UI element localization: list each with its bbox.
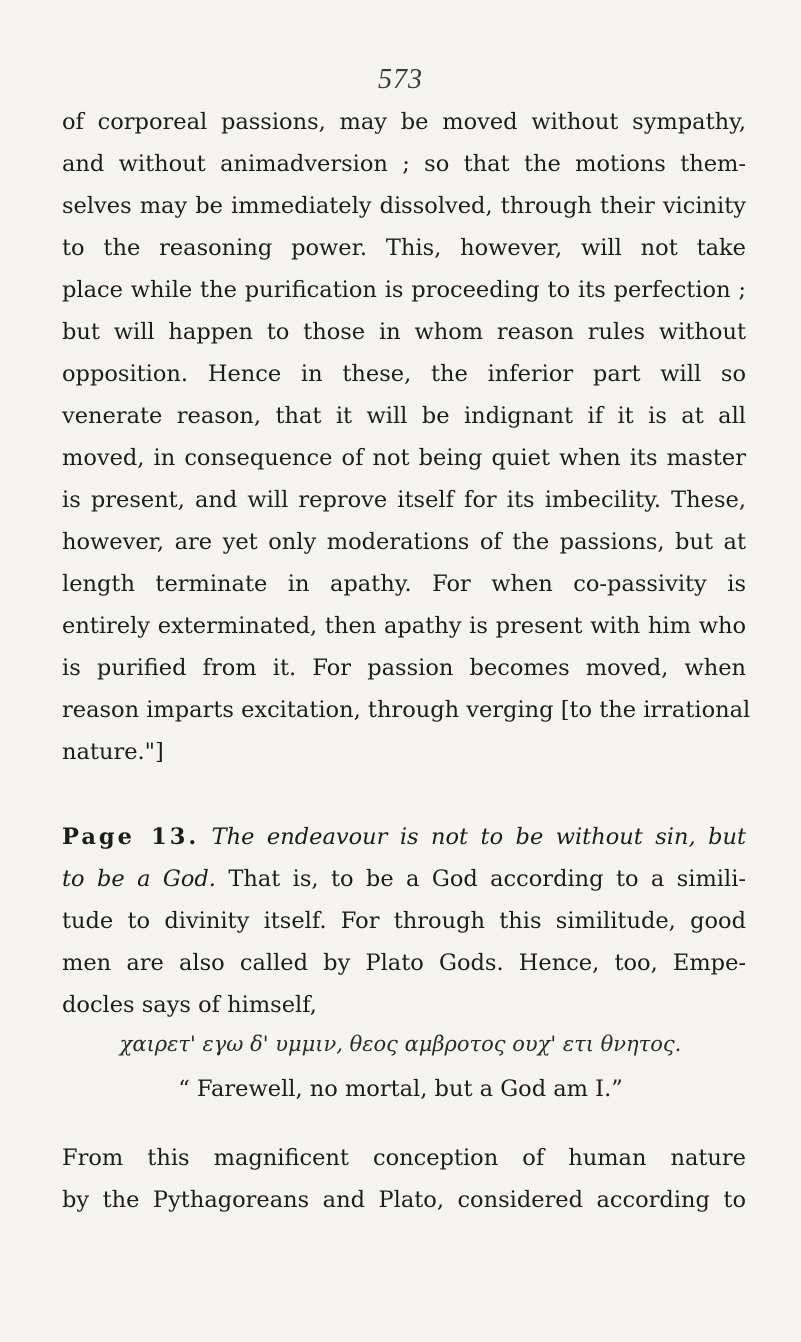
text-line: entirely exterminated, then apathy is present with him who: [62, 613, 746, 639]
note-second-line: [62, 858, 746, 900]
text-line: moved, in consequence of not being quiet when its master: [62, 445, 746, 471]
text-line: reason imparts excitation, through verging [to the irrational: [62, 697, 751, 723]
text-line: opposition. Hence in these, the inferior part will so: [62, 361, 746, 387]
text-line: men are also called by Plato Gods. Hence, too, Empe-: [62, 950, 746, 976]
text-line: by the Pythagoreans and Plato, considered according to: [62, 1187, 746, 1213]
note-text: That is, to be a God according to a simili-: [228, 866, 746, 892]
greek-verse: χαιρετ' εγω δ' υμμιν, θεος αμβροτος ουχ' ετι θνητος.: [119, 1032, 682, 1056]
text-line: selves may be immediately dissolved, through their vicinity: [62, 193, 746, 219]
text-line: docles says of himself,: [62, 992, 317, 1018]
text-line: venerate reason, that it will be indignant if it is at all: [62, 403, 746, 429]
text-line: place while the purification is proceeding to its perfection ;: [62, 277, 746, 303]
note-first-line: [62, 816, 746, 858]
note-paragraph: [62, 816, 746, 1026]
note-italic-text: The endeavour is not to be without sin, but: [211, 824, 746, 850]
text-line: is purified from it. For passion becomes moved, when: [62, 655, 746, 681]
text-line: nature."]: [62, 739, 164, 765]
text-line: to the reasoning power. This, however, will not take: [62, 235, 746, 261]
text-line: but will happen to those in whom reason rules without: [62, 319, 746, 345]
text-line: tude to divinity itself. For through this similitude, good: [62, 908, 746, 934]
text-line: of corporeal passions, may be moved without sympathy,: [62, 109, 746, 135]
verse-translation: “ Farewell, no mortal, but a God am I.”: [178, 1076, 623, 1102]
note-italic-text: to be a God.: [62, 866, 216, 892]
text-line: From this magnificent conception of human nature: [62, 1145, 746, 1171]
text-line: and without animadversion ; so that the motions them-: [62, 151, 746, 177]
paragraph-1: [62, 101, 751, 773]
text-line: is present, and will reprove itself for its imbecility. These,: [62, 487, 746, 513]
page-number: 573: [378, 64, 423, 95]
paragraph-2: [62, 1137, 746, 1221]
text-line: however, are yet only moderations of the passions, but at: [62, 529, 746, 555]
text-line: length terminate in apathy. For when co-passivity is: [62, 571, 746, 597]
note-label: Page 13.: [62, 824, 200, 850]
